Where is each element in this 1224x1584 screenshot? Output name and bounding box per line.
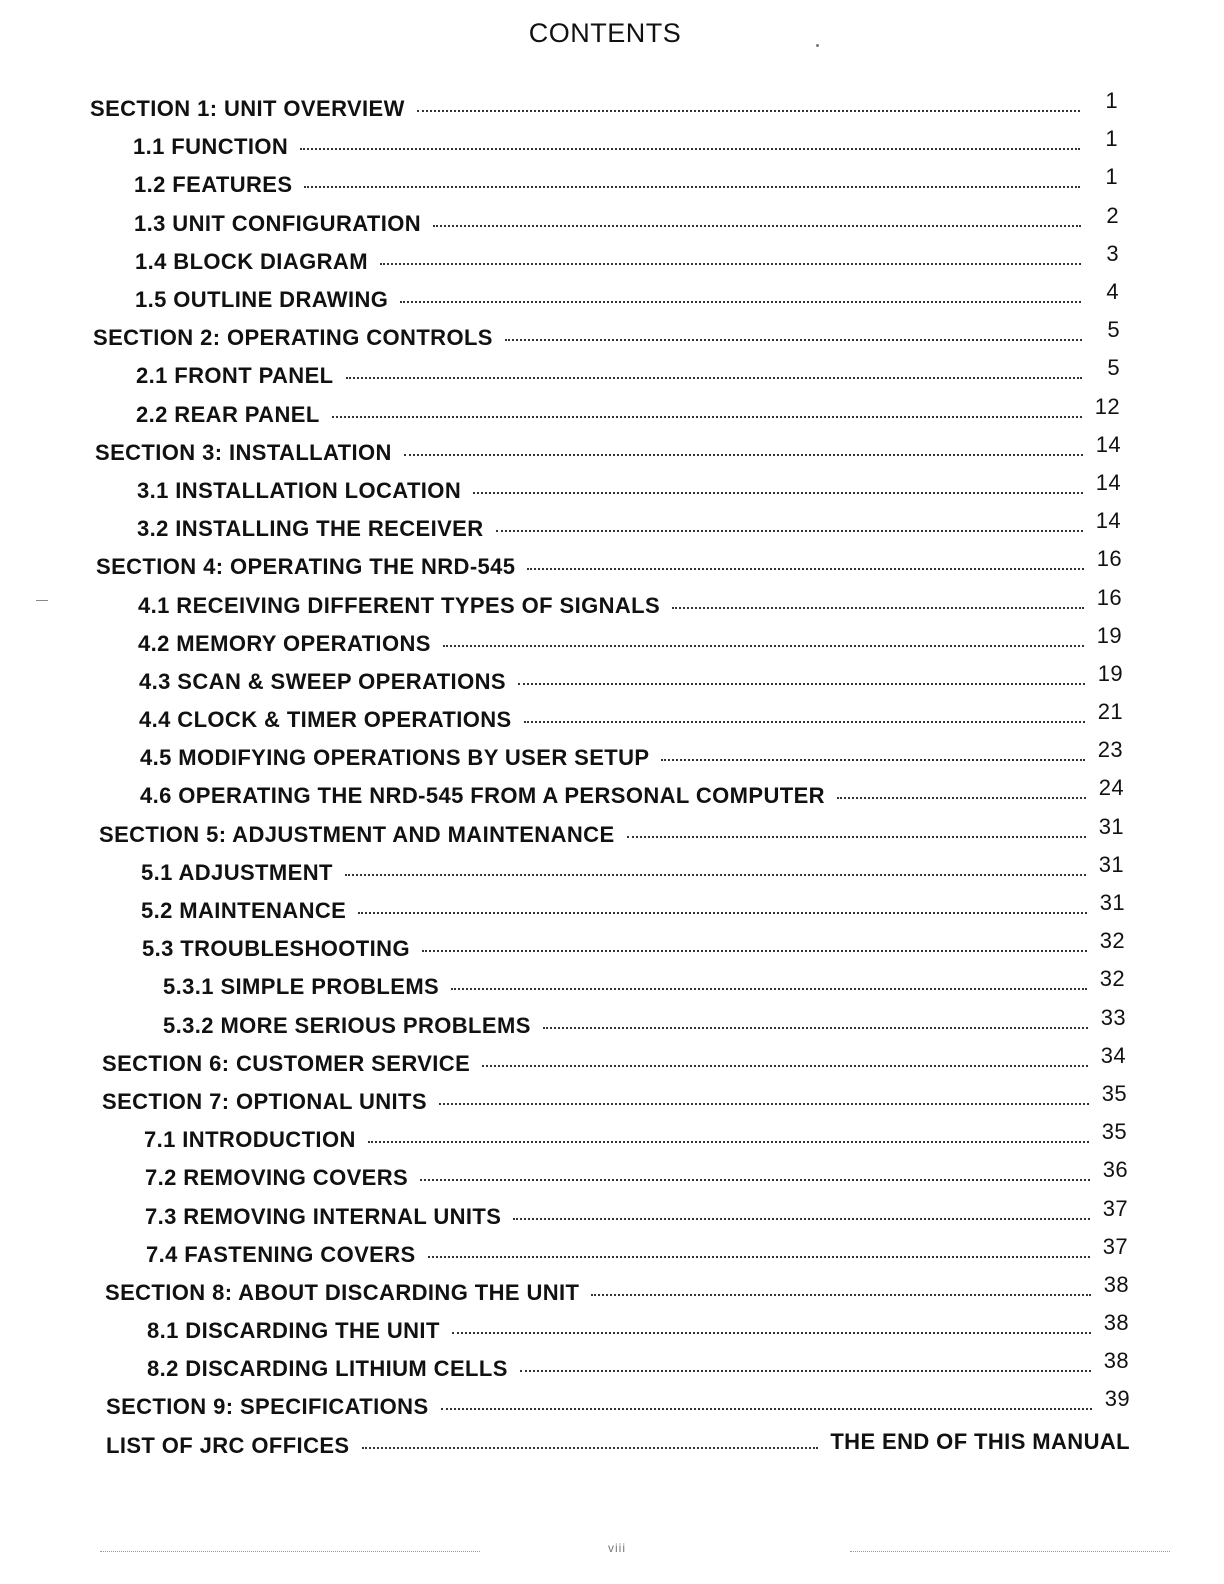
dot-leader	[451, 988, 1087, 990]
scan-noise-left	[100, 1551, 480, 1552]
toc-page-number: 1	[1105, 164, 1118, 190]
dot-leader	[332, 416, 1082, 418]
toc-page-number: 1	[1105, 126, 1118, 152]
toc-entry-label: 5.3.1 SIMPLE PROBLEMS	[163, 974, 440, 1000]
dot-leader	[404, 454, 1083, 456]
toc-entry-label: 2.1 FRONT PANEL	[136, 363, 334, 389]
dot-leader	[518, 683, 1085, 685]
toc-page-number: 14	[1095, 508, 1121, 534]
dot-leader	[428, 1256, 1090, 1258]
toc-page-number: 35	[1101, 1080, 1127, 1106]
dot-leader	[837, 797, 1086, 799]
toc-page-number: 5	[1107, 355, 1120, 381]
toc-subsection-4-2[interactable]	[0, 622, 1224, 663]
toc-entry-label: 1.5 OUTLINE DRAWING	[135, 287, 389, 313]
toc-entry-label: SECTION 8: ABOUT DISCARDING THE UNIT	[105, 1279, 580, 1305]
toc-subsection-3-1[interactable]	[0, 469, 1224, 510]
toc-page-number: 19	[1096, 622, 1122, 648]
toc-subsection-4-1[interactable]	[0, 586, 1224, 624]
toc-subsection-7-1[interactable]	[0, 1121, 1224, 1159]
dot-leader	[672, 607, 1084, 609]
toc-page-number: 21	[1097, 699, 1123, 725]
toc-page-number: 5	[1107, 317, 1120, 343]
toc-section-1[interactable]	[0, 90, 1224, 128]
page-title: CONTENTS	[528, 18, 682, 48]
toc-section-3[interactable]	[0, 431, 1224, 472]
scan-noise-right	[850, 1551, 1170, 1552]
dot-leader	[527, 568, 1084, 570]
toc-entry-label: 2.2 REAR PANEL	[136, 401, 320, 427]
toc-subsection-7-4[interactable]	[0, 1233, 1224, 1274]
dot-leader	[443, 645, 1084, 647]
toc-subsection-4-4[interactable]	[0, 701, 1224, 739]
toc-section-8[interactable]	[0, 1271, 1224, 1312]
dot-leader	[433, 225, 1081, 227]
toc-subsection-1-2[interactable]	[0, 166, 1224, 204]
toc-jrc-offices[interactable]	[0, 1427, 1224, 1465]
toc-page-number: 33	[1100, 1004, 1126, 1030]
toc-subsection-1-3[interactable]	[0, 202, 1224, 243]
dot-leader	[473, 492, 1083, 494]
toc-entry-label: SECTION 7: OPTIONAL UNITS	[102, 1088, 427, 1114]
toc-subsection-8-2[interactable]	[0, 1350, 1224, 1388]
dot-leader	[417, 110, 1080, 112]
dot-leader	[346, 377, 1082, 379]
toc-subsection-4-3[interactable]	[0, 660, 1224, 701]
toc-page-number: 16	[1096, 584, 1122, 610]
dot-leader	[345, 874, 1086, 876]
toc-subsection-1-5[interactable]	[0, 281, 1224, 319]
toc-page-number: 32	[1099, 928, 1125, 954]
toc-entry-label: 4.6 OPERATING THE NRD-545 FROM A PERSONAL COMPUTER	[140, 783, 825, 809]
dot-leader	[439, 1103, 1089, 1105]
dot-leader	[505, 339, 1082, 341]
toc-page-number: 35	[1101, 1119, 1127, 1145]
toc-entry-label: 4.3 SCAN & SWEEP OPERATIONS	[139, 668, 506, 694]
toc-subsection-5-2[interactable]	[0, 892, 1224, 930]
toc-page-number: 12	[1094, 393, 1120, 419]
toc-entry-label: 7.4 FASTENING COVERS	[146, 1241, 416, 1267]
toc-entry-label: SECTION 6: CUSTOMER SERVICE	[102, 1050, 471, 1076]
toc-page-number: 3	[1106, 240, 1119, 266]
toc-entry-label: 7.3 REMOVING INTERNAL UNITS	[145, 1203, 502, 1229]
dot-leader	[304, 186, 1080, 188]
toc-entry-label: 5.3 TROUBLESHOOTING	[142, 936, 410, 962]
toc-entry-label: SECTION 4: OPERATING THE NRD-545	[96, 554, 516, 580]
page-number-footer: viii	[608, 1541, 626, 1555]
toc-page-number: 2	[1106, 202, 1119, 228]
toc-page-number: 19	[1097, 660, 1123, 686]
toc-subsection-2-2[interactable]	[0, 393, 1224, 434]
toc-subsection-4-6[interactable]	[0, 777, 1224, 815]
toc-entry-label: SECTION 9: SPECIFICATIONS	[106, 1394, 429, 1420]
toc-entry-label: 1.2 FEATURES	[134, 172, 293, 198]
table-of-contents	[0, 90, 1224, 1465]
scan-speck	[816, 44, 819, 47]
toc-page-number: 32	[1099, 966, 1125, 992]
toc-subsection-7-2[interactable]	[0, 1159, 1224, 1197]
toc-page-number: 31	[1098, 851, 1124, 877]
toc-page-number: 37	[1102, 1233, 1128, 1259]
toc-entry-label: 3.2 INSTALLING THE RECEIVER	[137, 516, 484, 542]
dot-leader	[420, 1179, 1090, 1181]
toc-page-number: 37	[1102, 1195, 1128, 1221]
toc-entry-label: 8.2 DISCARDING LITHIUM CELLS	[147, 1356, 508, 1382]
dot-leader	[362, 1447, 819, 1449]
toc-page-number: 38	[1103, 1348, 1129, 1374]
toc-page-number: 38	[1103, 1271, 1129, 1297]
dot-leader	[422, 950, 1087, 952]
toc-page-number: 16	[1096, 546, 1122, 572]
toc-entry-label: 5.3.2 MORE SERIOUS PROBLEMS	[163, 1012, 531, 1038]
toc-entry-label: 1.1 FUNCTION	[133, 134, 289, 160]
toc-entry-label: SECTION 2: OPERATING CONTROLS	[93, 325, 493, 351]
toc-entry-label: 8.1 DISCARDING THE UNIT	[147, 1318, 440, 1344]
toc-subsection-5-3-2[interactable]	[0, 1004, 1224, 1045]
toc-page-number: 24	[1098, 775, 1124, 801]
toc-page-number: 4	[1106, 279, 1119, 305]
toc-page-number: 31	[1098, 813, 1124, 839]
dot-leader	[661, 759, 1085, 761]
dot-leader	[591, 1294, 1091, 1296]
dot-leader	[496, 530, 1083, 532]
toc-entry-label: 1.4 BLOCK DIAGRAM	[135, 248, 368, 274]
toc-entry-label: 7.1 INTRODUCTION	[144, 1127, 356, 1153]
dot-leader	[452, 1332, 1091, 1334]
dot-leader	[524, 721, 1085, 723]
toc-section-9[interactable]	[0, 1388, 1224, 1426]
toc-entry-label: 4.4 CLOCK & TIMER OPERATIONS	[139, 707, 512, 733]
toc-page-number: 14	[1095, 469, 1121, 495]
dot-leader	[300, 148, 1080, 150]
toc-subsection-5-3[interactable]	[0, 930, 1224, 968]
toc-page-reference: THE END OF THIS MANUAL	[830, 1428, 1130, 1454]
dot-leader	[543, 1027, 1088, 1029]
toc-section-7[interactable]	[0, 1080, 1224, 1121]
dot-leader	[513, 1218, 1090, 1220]
dot-leader	[368, 1141, 1089, 1143]
toc-subsection-3-2[interactable]	[0, 510, 1224, 548]
dot-leader	[358, 912, 1087, 914]
toc-subsection-1-1[interactable]	[0, 128, 1224, 166]
toc-entry-label: LIST OF JRC OFFICES	[106, 1432, 350, 1458]
toc-section-6[interactable]	[0, 1042, 1224, 1083]
toc-page-number: 31	[1099, 890, 1125, 916]
toc-subsection-2-1[interactable]	[0, 357, 1224, 395]
toc-section-5[interactable]	[0, 813, 1224, 854]
toc-entry-label: 4.2 MEMORY OPERATIONS	[138, 630, 431, 656]
toc-page-number: 14	[1095, 431, 1121, 457]
toc-subsection-5-1[interactable]	[0, 851, 1224, 892]
toc-entry-label: 4.5 MODIFYING OPERATIONS BY USER SETUP	[140, 745, 650, 771]
toc-subsection-7-3[interactable]	[0, 1197, 1224, 1235]
toc-entry-label: SECTION 1: UNIT OVERVIEW	[90, 96, 405, 122]
toc-entry-label: SECTION 3: INSTALLATION	[95, 439, 392, 465]
dot-leader	[520, 1370, 1091, 1372]
toc-entry-label: 4.1 RECEIVING DIFFERENT TYPES OF SIGNALS	[138, 592, 661, 618]
toc-subsection-1-4[interactable]	[0, 240, 1224, 281]
toc-subsection-4-5[interactable]	[0, 739, 1224, 777]
toc-entry-label: 3.1 INSTALLATION LOCATION	[137, 477, 462, 503]
toc-page-number: 36	[1102, 1157, 1128, 1183]
dot-leader	[627, 836, 1086, 838]
toc-page-number: 34	[1100, 1042, 1126, 1068]
dot-leader	[441, 1408, 1092, 1410]
toc-page-number: 38	[1103, 1310, 1129, 1336]
dot-leader	[400, 301, 1081, 303]
dot-leader	[482, 1065, 1088, 1067]
toc-subsection-8-1[interactable]	[0, 1312, 1224, 1350]
toc-page-number: 39	[1104, 1386, 1130, 1412]
dot-leader	[380, 263, 1081, 265]
toc-page-number: 23	[1097, 737, 1123, 763]
toc-entry-label: 5.1 ADJUSTMENT	[141, 859, 333, 885]
toc-subsection-5-3-1[interactable]	[0, 968, 1224, 1006]
toc-entry-label: 7.2 REMOVING COVERS	[145, 1165, 409, 1191]
toc-entry-label: 5.2 MAINTENANCE	[141, 898, 347, 924]
toc-entry-label: 1.3 UNIT CONFIGURATION	[134, 210, 422, 236]
toc-section-4[interactable]	[0, 548, 1224, 586]
toc-entry-label: SECTION 5: ADJUSTMENT AND MAINTENANCE	[99, 821, 615, 847]
toc-page-number: 1	[1105, 88, 1118, 114]
toc-section-2[interactable]	[0, 319, 1224, 357]
